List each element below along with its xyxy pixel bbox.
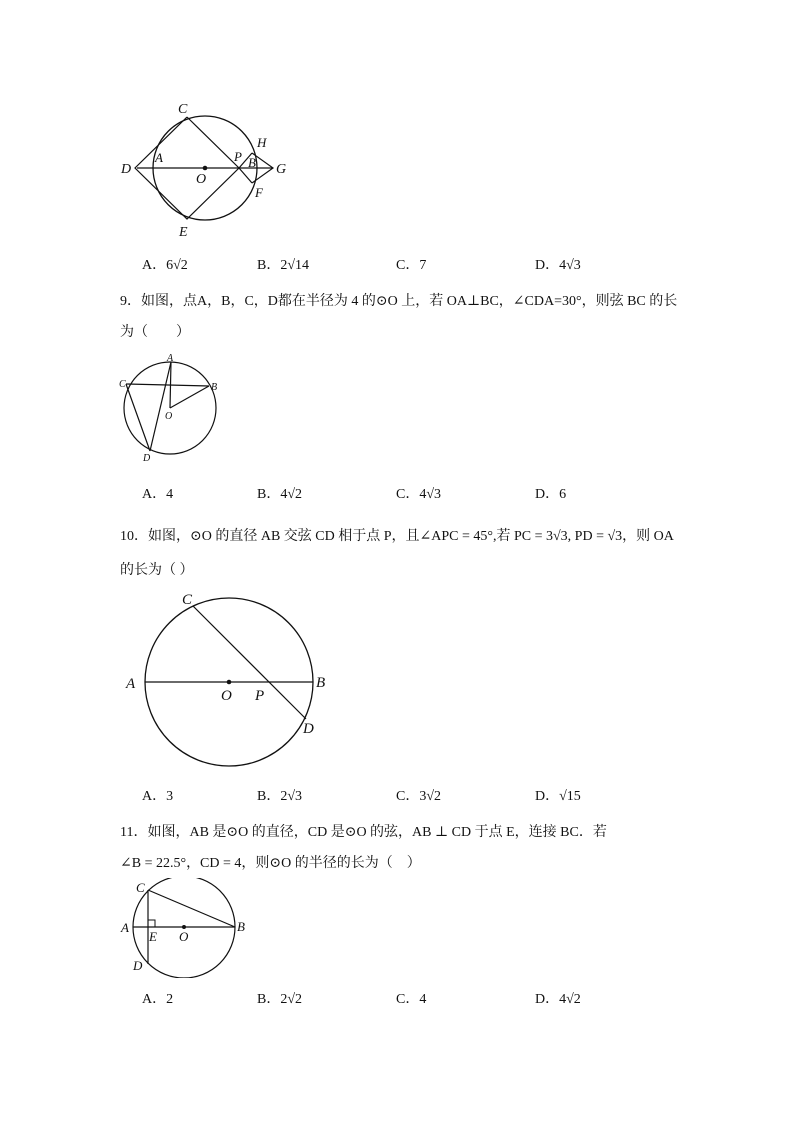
q8-option-c[interactable]: C．7 bbox=[396, 258, 427, 273]
q9-line-ob bbox=[170, 386, 209, 408]
q11-figure bbox=[118, 878, 258, 978]
q9-stem-line1: 9．如图，点A，B，C，D都在半径为 4 的⊙O 上，若 OA⊥BC，∠CDA=30°，则弦 BC 的长 bbox=[120, 294, 678, 309]
q10-label-o: O bbox=[221, 688, 232, 704]
q9-stem-line2: 为（ ） bbox=[120, 325, 190, 340]
q8-label-f: F bbox=[255, 185, 263, 200]
q9-figure bbox=[115, 350, 225, 465]
q8-label-c: C bbox=[178, 102, 188, 117]
q9-chord-cb bbox=[126, 384, 209, 386]
q11-option-b[interactable]: B．2√2 bbox=[257, 992, 303, 1007]
q10-label-d: D bbox=[303, 721, 314, 737]
q11-stem-line1: 11．如图，AB 是⊙O 的直径，CD 是⊙O 的弦，AB ⊥ CD 于点 E，连接 BC．若 bbox=[120, 825, 607, 840]
q11-label-e: E bbox=[149, 929, 157, 944]
q8-label-p: P bbox=[234, 149, 242, 164]
q9-label-c: C bbox=[119, 379, 126, 390]
q8-label-h: H bbox=[257, 135, 267, 150]
q9-option-b[interactable]: B．4√2 bbox=[257, 487, 303, 502]
q9-option-d[interactable]: D．6 bbox=[535, 487, 567, 502]
q11-stem-line2: ∠B = 22.5°，CD = 4，则⊙O 的半径的长为（ ） bbox=[120, 856, 421, 871]
q11-option-d[interactable]: D．4√2 bbox=[535, 992, 581, 1007]
q10-center-dot bbox=[227, 680, 232, 685]
q10-figure bbox=[120, 588, 340, 778]
q8-label-d: D bbox=[121, 162, 132, 177]
q8-figure bbox=[110, 95, 310, 240]
q10-option-a[interactable]: A．3 bbox=[142, 789, 174, 804]
q9-option-a[interactable]: A．4 bbox=[142, 487, 174, 502]
q8-option-d[interactable]: D．4√3 bbox=[535, 258, 581, 273]
q10-option-c[interactable]: C．3√2 bbox=[396, 789, 442, 804]
q8-label-o: O bbox=[196, 172, 207, 187]
q10-label-b: B bbox=[316, 675, 326, 691]
q10-stem-line1: 10．如图，⊙O 的直径 AB 交弦 CD 相于点 P，且∠APC = 45°,若 PC = 3√3, PD = √3，则 OA bbox=[120, 529, 674, 544]
q11-label-a: A bbox=[121, 920, 129, 935]
q8-option-a[interactable]: A．6√2 bbox=[142, 258, 188, 273]
q8-label-g: G bbox=[276, 162, 287, 177]
q11-label-b: B bbox=[237, 919, 245, 934]
q10-label-c: C bbox=[182, 592, 193, 608]
q10-option-d[interactable]: D．√15 bbox=[535, 789, 581, 804]
q11-label-c: C bbox=[136, 880, 145, 895]
q11-option-a[interactable]: A．2 bbox=[142, 992, 174, 1007]
q11-option-c[interactable]: C．4 bbox=[396, 992, 427, 1007]
q10-option-b[interactable]: B．2√3 bbox=[257, 789, 303, 804]
q9-label-o: O bbox=[165, 411, 173, 422]
q8-label-e: E bbox=[179, 225, 188, 240]
q11-right-angle-mark bbox=[148, 920, 155, 927]
q10-stem-line2: 的长为（ ） bbox=[120, 563, 194, 578]
q10-label-p: P bbox=[255, 688, 265, 704]
q8-line-pf bbox=[239, 168, 252, 183]
q9-label-d: D bbox=[143, 453, 151, 464]
q8-label-b: B bbox=[248, 155, 256, 170]
q11-line-bc bbox=[148, 890, 235, 927]
q9-line-ad bbox=[150, 362, 171, 451]
q8-center-dot bbox=[203, 166, 208, 171]
q11-label-d: D bbox=[133, 958, 143, 973]
q8-option-b[interactable]: B．2√14 bbox=[257, 258, 310, 273]
q9-line-oa bbox=[170, 362, 171, 408]
q9-option-c[interactable]: C．4√3 bbox=[396, 487, 442, 502]
q10-label-a: A bbox=[126, 676, 136, 692]
q11-label-o: O bbox=[179, 929, 189, 944]
q8-label-a: A bbox=[155, 150, 163, 165]
q9-label-a: A bbox=[167, 353, 174, 364]
q9-label-b: B bbox=[211, 382, 218, 393]
